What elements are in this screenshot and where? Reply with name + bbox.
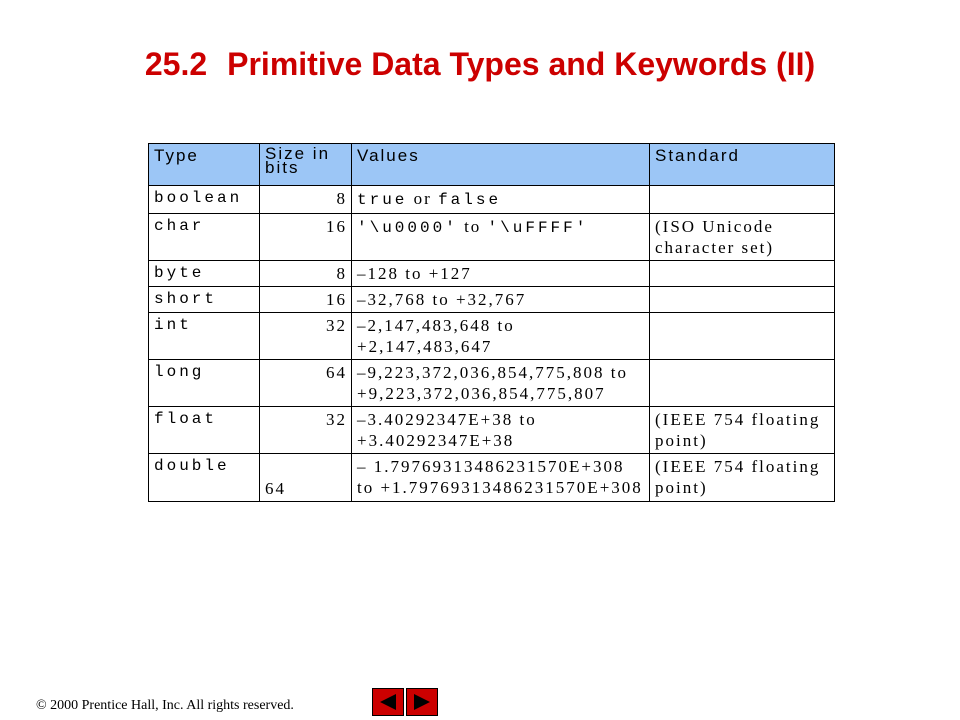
type-cell: float <box>149 407 260 454</box>
type-cell: byte <box>149 261 260 287</box>
table-row <box>149 261 835 287</box>
size-cell: 64 <box>260 454 352 502</box>
standard-cell <box>650 261 835 287</box>
table-row <box>149 313 835 360</box>
section-number: 25.2 <box>144 46 208 82</box>
values-part: false <box>438 191 502 209</box>
values-cell: –128 to +127 <box>352 261 650 287</box>
standard-cell: (IEEE 754 floating point) <box>650 454 835 502</box>
type-cell: char <box>149 214 260 261</box>
standard-cell <box>650 360 835 407</box>
standard-cell <box>650 186 835 214</box>
type-cell: short <box>149 287 260 313</box>
values-part: to <box>457 217 488 236</box>
standard-cell <box>650 313 835 360</box>
values-cell <box>352 186 650 214</box>
type-cell: long <box>149 360 260 407</box>
header-size: Size in bits <box>260 144 352 186</box>
left-arrow-icon <box>377 693 399 711</box>
standard-cell: (ISO Unicode character set) <box>650 214 835 261</box>
size-cell: 16 <box>260 287 352 313</box>
values-cell: –9,223,372,036,854,775,808 to +9,223,372,036,854,775,807 <box>352 360 650 407</box>
header-standard: Standard <box>650 144 835 186</box>
size-cell: 16 <box>260 214 352 261</box>
values-cell: – 1.79769313486231570E+308 to +1.79769313486231570E+308 <box>352 454 650 502</box>
values-part: true <box>357 191 408 209</box>
header-type: Type <box>149 144 260 186</box>
right-arrow-icon <box>411 693 433 711</box>
table-row <box>149 360 835 407</box>
table-row <box>149 407 835 454</box>
values-cell: –3.40292347E+38 to +3.40292347E+38 <box>352 407 650 454</box>
copyright-notice: © 2000 Prentice Hall, Inc. All rights reserved. <box>36 698 294 713</box>
next-slide-button[interactable] <box>406 688 438 716</box>
values-cell <box>352 214 650 261</box>
type-cell: boolean <box>149 186 260 214</box>
values-part: '\uFFFF' <box>487 219 589 237</box>
table-row <box>149 454 835 502</box>
table-row <box>149 186 835 214</box>
standard-cell: (IEEE 754 floating point) <box>650 407 835 454</box>
size-cell: 32 <box>260 407 352 454</box>
table-row <box>149 214 835 261</box>
previous-slide-button[interactable] <box>372 688 404 716</box>
type-cell: double <box>149 454 260 502</box>
values-part: or <box>407 189 439 208</box>
size-cell: 8 <box>260 261 352 287</box>
values-part: '\u0000' <box>357 219 458 237</box>
size-cell: 8 <box>260 186 352 214</box>
table-row <box>149 287 835 313</box>
values-cell: –32,768 to +32,767 <box>352 287 650 313</box>
values-cell: –2,147,483,648 to +2,147,483,647 <box>352 313 650 360</box>
slide-navigation <box>372 688 438 716</box>
title-text: Primitive Data Types and Keywords (II) <box>227 46 816 82</box>
size-cell: 64 <box>260 360 352 407</box>
header-values: Values <box>352 144 650 186</box>
size-cell: 32 <box>260 313 352 360</box>
header-row <box>149 144 835 186</box>
type-cell: int <box>149 313 260 360</box>
standard-cell <box>650 287 835 313</box>
slide-title <box>0 46 960 83</box>
primitive-types-table <box>148 143 835 502</box>
